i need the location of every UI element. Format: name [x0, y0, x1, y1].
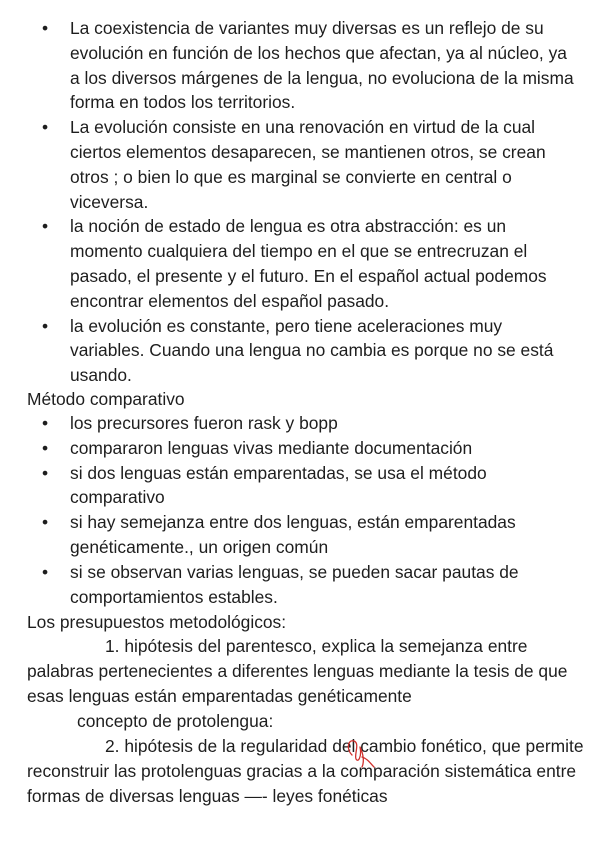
list-item: [0, 214, 600, 313]
bullet-icon: •: [41, 18, 49, 38]
list-item: [0, 436, 600, 461]
list-item-text: los precursores fueron rask y bopp: [70, 413, 338, 433]
evolution-bullet-list: [0, 16, 600, 388]
list-item: [0, 461, 600, 511]
comparative-method-bullet-list: [0, 411, 600, 609]
list-item-text: si se observan varias lenguas, se pueden sacar pautas de comportamientos estables.: [70, 561, 519, 607]
bullet-icon: •: [41, 216, 49, 237]
section-heading-methodological-premises: Los presupuestos metodológicos:: [27, 612, 287, 632]
bullet-icon: •: [41, 437, 49, 458]
list-item-text: compararon lenguas vivas mediante documentación: [70, 437, 473, 458]
list-item: [0, 411, 600, 436]
list-item-text: si dos lenguas están emparentadas, se usa el método comparativo: [70, 462, 487, 508]
list-item: [0, 115, 600, 214]
bullet-icon: •: [41, 512, 49, 533]
list-item-text: la evolución es constante, pero tiene aceleraciones muy variables. Cuando una lengua no cambia es porque no se está usando.: [70, 315, 554, 386]
protolanguage-concept-line: concepto de protolengua:: [77, 711, 274, 731]
bullet-icon: •: [41, 117, 49, 138]
bullet-icon: •: [41, 413, 49, 433]
list-item: [0, 314, 600, 388]
list-item-text: La coexistencia de variantes muy diversas es un reflejo de su evolución en función de los hechos que afectan, ya al núcleo, ya a los diversos márgenes de la lengua, no evoluciona de la misma forma en todos los territorios.: [70, 18, 574, 113]
kinship-hypothesis-paragraph: 1. hipótesis del parentesco, explica la semejanza entre palabras pertenecientes a diferentes lenguas mediante la tesis de que esas lenguas están emparentadas genéticamente: [27, 636, 568, 706]
bullet-icon: •: [41, 315, 49, 336]
list-item-text: la noción de estado de lengua es otra abstracción: es un momento cualquiera del tiempo en el que se entrecruzan el pasado, el presente y el futuro. En el español actual podemos encontrar elementos del español pasado.: [70, 216, 547, 311]
phonetic-regularity-paragraph: 2. hipótesis de la regularidad del cambio fonético, que permite reconstruir las protolenguas gracias a la comparación sistemática entre formas de diversas lenguas —- leyes fonéticas: [27, 736, 584, 806]
list-item-text: La evolución consiste en una renovación en virtud de la cual ciertos elementos desaparecen, se mantienen otros, se crean otros ; o bien lo que es marginal se convierte en central o viceversa.: [70, 117, 546, 212]
section-heading-comparative-method: Método comparativo: [27, 389, 185, 409]
bullet-icon: •: [41, 561, 49, 582]
list-item: [0, 560, 600, 610]
list-item-text: si hay semejanza entre dos lenguas, están emparentadas genéticamente., un origen común: [70, 512, 516, 557]
bullet-icon: •: [41, 462, 49, 483]
list-item: [0, 510, 600, 560]
list-item: [0, 16, 600, 115]
